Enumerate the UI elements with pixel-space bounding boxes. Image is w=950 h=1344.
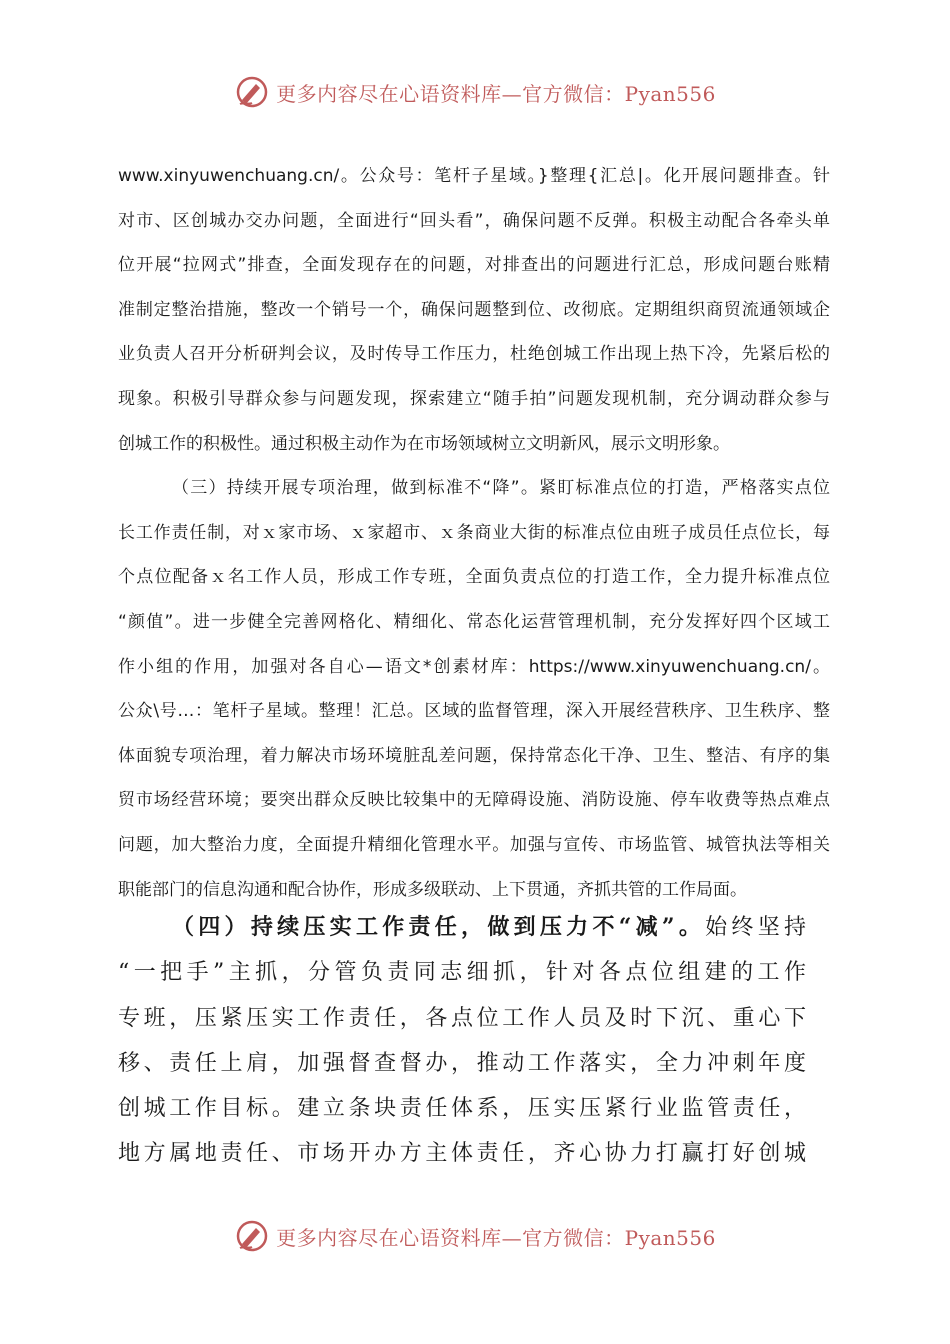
text-line: 业负责人召开分析研判会议，及时传导工作压力，杜绝创城工作出现上热下冷，先紧后松的 [118,344,830,365]
text-line: 创城工作的积极性。通过积极主动作为在市场领域树立文明新风，展示文明形象。 [118,433,730,454]
text-line: “一把手”主抓，分管负责同志细抓，针对各点位组建的工作 [118,960,808,986]
text-line [118,905,808,950]
text-line: 作小组的作用，加强对各自心—语文*创素材库：https://www.xinyuwenchuang.cn/。 [118,656,830,677]
text-line: 现象。积极引导群众参与问题发现，探索建立“随手拍”问题发现机制，充分调动群众参与 [118,388,830,409]
text-line: 对市、区创城办交办问题，全面进行“回头看”，确保问题不反弹。积极主动配合各牵头单 [118,210,830,231]
seal-logo-icon [234,74,270,110]
text-line: （三）持续开展专项治理，做到标准不“降”。紧盯标准点位的打造，严格落实点位 [172,478,830,499]
heading-continuation: 始终坚持 [705,915,808,940]
text-line: 问题，加大整治力度，全面提升精细化管理水平。加强与宣传、市场监管、城管执法等相关 [118,834,830,855]
text-line: 创城工作目标。建立条块责任体系，压实压紧行业监管责任， [118,1096,808,1122]
text-line: 专班，压紧压实工作责任，各点位工作人员及时下沉、重心下 [118,1005,808,1031]
text-line: 个点位配备ｘ名工作人员，形成工作专班，全面负责点位的打造工作，全力提升标准点位 [118,567,830,588]
watermark-text: 更多内容尽在心语资料库—官方微信：Pyan556 [276,1225,716,1250]
paragraph-c [118,905,808,1177]
watermark-banner-bottom [0,1216,950,1256]
text-line: “颜值”。进一步健全完善网格化、精细化、常态化运营管理机制，充分发挥好四个区域工 [118,611,830,632]
text-line: 移、责任上肩，加强督查督办，推动工作落实，全力冲刺年度 [118,1050,808,1076]
watermark-banner-top [0,72,950,112]
text-line: 长工作责任制，对ｘ家市场、ｘ家超市、ｘ条商业大街的标准点位由班子成员任点位长，每 [118,522,830,543]
paragraph-b [118,466,830,912]
watermark-text: 更多内容尽在心语资料库—官方微信：Pyan556 [276,81,716,106]
text-line: 职能部门的信息沟通和配合协作，形成多级联动、上下贯通，齐抓共管的工作局面。 [118,879,747,900]
text-line: 位开展“拉网式”排查，全面发现存在的问题，对排查出的问题进行汇总，形成问题台账精 [118,255,830,276]
text-line: 地方属地责任、市场开办方主体责任，齐心协力打赢打好创城 [118,1141,808,1167]
text-line: www.xinyuwenchuang.cn/。公众号：笔杆子星域。}整理{汇总|。化开展问题排查。针 [118,166,830,186]
paragraph-a [118,154,830,466]
text-line: 贸市场经营环境；要突出群众反映比较集中的无障碍设施、消防设施、停车收费等热点难点 [118,790,830,811]
document-body [118,154,830,912]
text-line: 准制定整治措施，整改一个销号一个，确保问题整到位、改彻底。定期组织商贸流通领域企 [118,299,830,320]
seal-logo-icon [234,1218,270,1254]
text-line: 体面貌专项治理，着力解决市场环境脏乱差问题，保持常态化干净、卫生、整洁、有序的集 [118,745,830,766]
text-line: 公众\号…：笔杆子星域。整理！汇总。区域的监督管理，深入开展经营秩序、卫生秩序、整 [118,701,830,722]
section-heading: （四）持续压实工作责任，做到压力不“减”。 [172,914,706,940]
